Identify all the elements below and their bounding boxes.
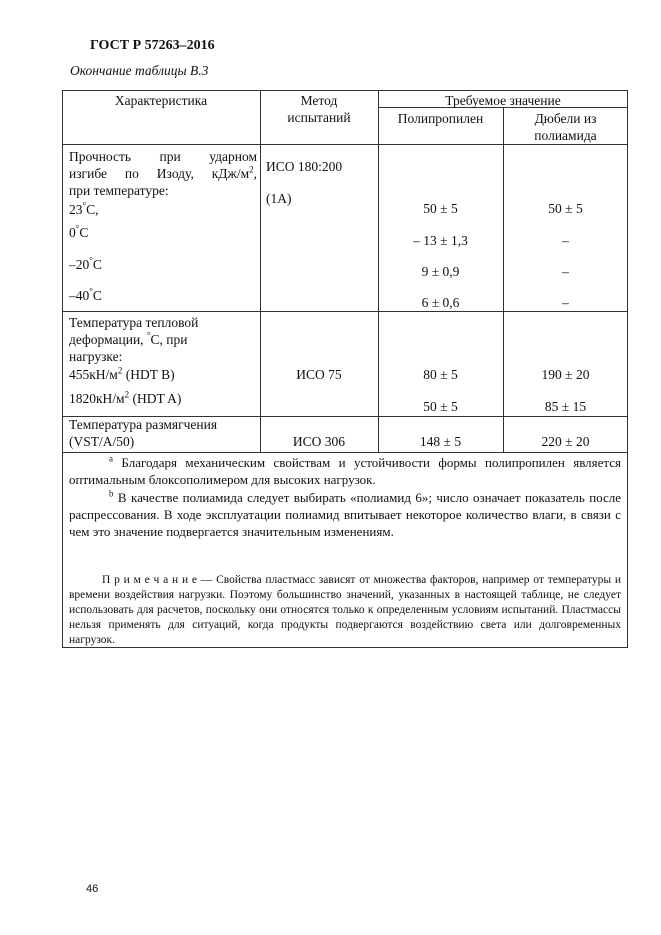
impact-method: ИСО 180:200 xyxy=(266,159,343,174)
impact-label: изгибе по Изоду, кДж/$м^2$, xyxy=(69,164,257,181)
page-number: 46 xyxy=(86,883,99,895)
table-rule xyxy=(260,90,261,452)
document-header: ГОСТ Р 57263–2016 xyxy=(90,38,215,53)
softening-pp-value: 148 ± 5 xyxy=(419,434,462,449)
deflection-label: нагрузке: xyxy=(69,349,123,364)
impact-pp-value: – 13 ± 1,3 xyxy=(413,233,468,248)
impact-pa-value: – xyxy=(562,264,569,279)
table-rule xyxy=(62,311,628,312)
deflection-pa-value: 85 ± 15 xyxy=(544,399,587,414)
deflection-label: Температура тепловой xyxy=(69,315,199,330)
footnote-a: $^a$ Благодаря механическим свойствам и устойчивости формы полипропилен является оптимальным блоксополимером для высоких нагрузок. xyxy=(69,453,622,487)
impact-pa-value: – xyxy=(562,233,569,248)
header-polyamide: Дюбели из xyxy=(534,111,597,126)
softening-method: ИСО 306 xyxy=(292,434,346,449)
header-characteristic: Характеристика xyxy=(114,93,208,108)
deflection-pa-value: 190 ± 20 xyxy=(541,367,590,382)
header-polypropylene: Полипропилен xyxy=(397,111,484,126)
softening-label: Температура размягчения xyxy=(69,417,218,432)
table-border-left xyxy=(62,90,63,648)
impact-pa-value: – xyxy=(562,295,569,310)
impact-pa-value: 50 ± 5 xyxy=(548,201,583,216)
softening-pa-value: 220 ± 20 xyxy=(541,434,590,449)
deflection-load: $1820кН/м^2$ (HDT A) xyxy=(69,389,182,406)
header-required-value: Требуемое значение xyxy=(445,93,561,108)
deflection-label: деформации, °С, при xyxy=(69,330,188,347)
impact-temp: 0°С xyxy=(69,223,89,240)
header-method: испытаний xyxy=(287,110,351,125)
impact-pp-value: 6 ± 0,6 xyxy=(421,295,460,310)
deflection-pp-value: 50 ± 5 xyxy=(423,399,458,414)
deflection-method: ИСО 75 xyxy=(296,367,342,382)
impact-label: Прочность при ударном xyxy=(69,149,257,164)
properties-table xyxy=(62,90,628,648)
impact-temp: –20°С xyxy=(69,255,102,272)
table-caption: Окончание таблицы В.3 xyxy=(70,63,209,78)
impact-label: при температуре: xyxy=(69,183,169,198)
header-polyamide: полиамида xyxy=(534,128,597,143)
table-note: П р и м е ч а н и е — Свойства пластмасс зависят от множества факторов, например от температуры и времени воздействия нагрузки. Поэтому большинство значений, указанных в настоящей таблице, не следует использовать для расчетов, поскольку они относятся только к определенным условиям испытаний. Пластмассы нельзя применять для ситуаций, когда продукты подвергаются воздействию света или долговременных нагрузок. xyxy=(69,574,621,646)
table-rule xyxy=(62,452,628,453)
deflection-pp-value: 80 ± 5 xyxy=(423,367,458,382)
deflection-load: $455кН/м^2$ (HDT B) xyxy=(69,365,175,382)
header-method: Метод xyxy=(300,93,338,108)
softening-label: (VST/A/50) xyxy=(69,434,135,449)
table-border-top xyxy=(62,90,628,91)
impact-pp-value: 9 ± 0,9 xyxy=(421,264,460,279)
impact-pp-value: 50 ± 5 xyxy=(423,201,458,216)
impact-method: (1А) xyxy=(266,191,292,206)
impact-temp: 23°С, xyxy=(69,200,99,217)
impact-temp: –40°С xyxy=(69,286,102,303)
table-rule xyxy=(62,144,628,145)
footnote-b: $^b$ В качестве полиамида следует выбирать «полиамид 6»; число означает показатель после распрессования. В ходе эксплуатации полиамид впитывает некоторое количество влаги, в связи с чем это значение подвергается значительным изменениям. xyxy=(69,488,621,539)
